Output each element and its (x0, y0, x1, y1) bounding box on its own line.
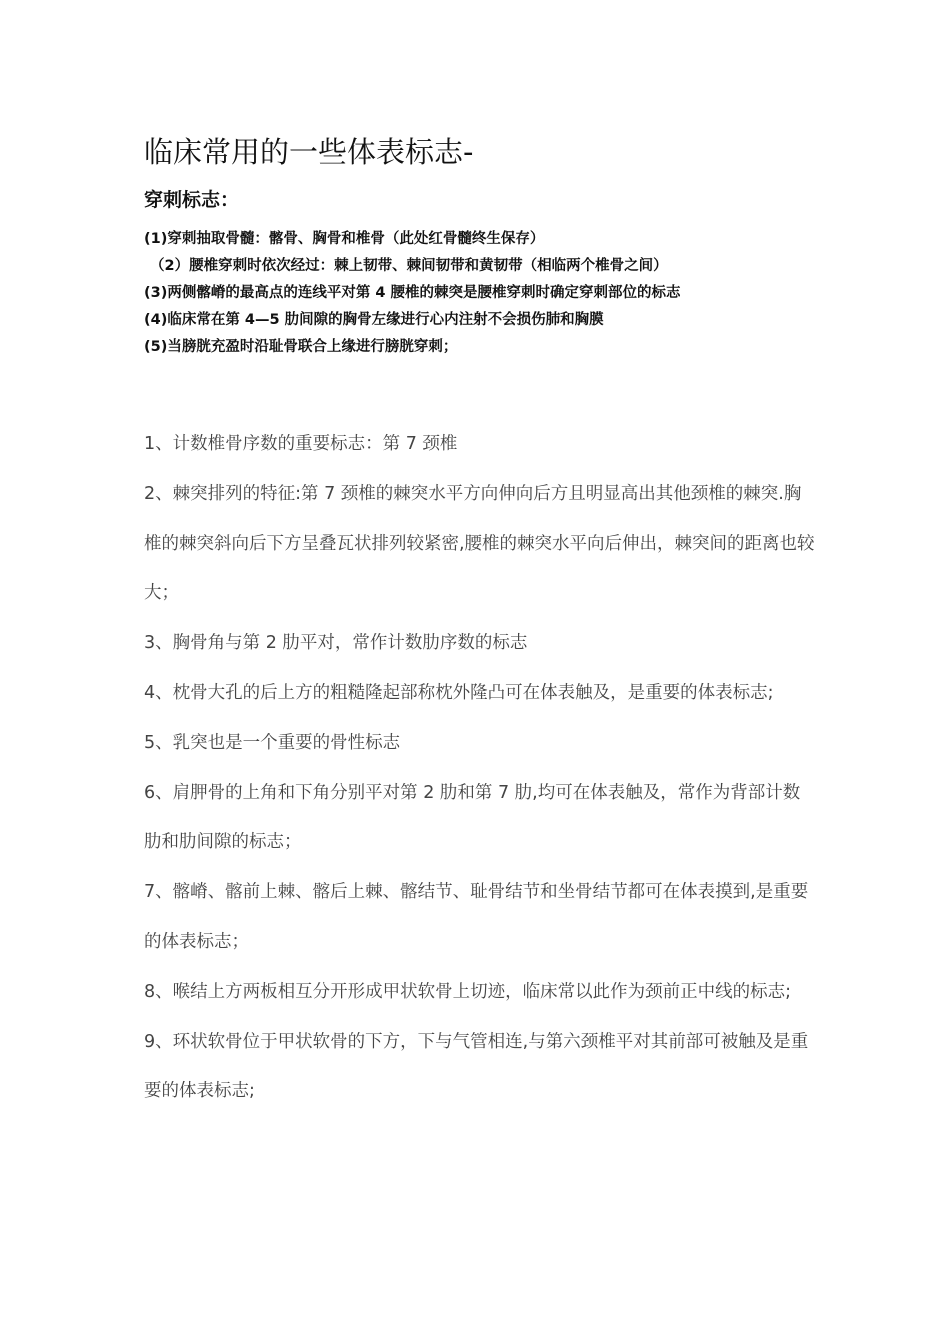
puncture-list (144, 226, 681, 361)
section-heading-puncture: 穿刺标志： (144, 189, 240, 211)
puncture-item: (1)穿刺抽取骨髓：髂骨、胸骨和椎骨（此处红骨髓终生保存） (144, 231, 545, 247)
puncture-item: (3)两侧髂嵴的最高点的连线平对第 4 腰椎的棘突是腰椎穿刺时确定穿刺部位的标志 (144, 285, 681, 301)
landmark-item: 4、枕骨大孔的后上方的粗糙隆起部称枕外隆凸可在体表触及，是重要的体表标志; (144, 682, 774, 703)
landmark-item: 6、肩胛骨的上角和下角分别平对第 2 肋和第 7 肋,均可在体表触及，常作为背部计数肋和肋间隙的标志； (144, 782, 801, 853)
document-title: 临床常用的一些体表标志- (144, 135, 474, 169)
landmark-item: 5、乳突也是一个重要的骨性标志 (144, 732, 401, 753)
landmark-item: 8、喉结上方两板相互分开形成甲状软骨上切迹，临床常以此作为颈前正中线的标志; (144, 981, 792, 1002)
puncture-item: (5)当膀胱充盈时沿耻骨联合上缘进行膀胱穿刺； (144, 339, 458, 355)
landmark-item: 9、环状软骨位于甲状软骨的下方，下与气管相连,与第六颈椎平对其前部可被触及是重要的体表标志; (144, 1031, 809, 1102)
landmark-list (144, 420, 816, 1117)
landmark-item: 2、棘突排列的特征:第 7 颈椎的棘突水平方向伸向后方且明显高出其他颈椎的棘突.胸椎的棘突斜向后下方呈叠瓦状排列较紧密,腰椎的棘突水平向后伸出，棘突间的距离也较大； (144, 483, 815, 604)
landmark-item: 7、髂嵴、髂前上棘、髂后上棘、髂结节、耻骨结节和坐骨结节都可在体表摸到,是重要的体表标志； (144, 882, 809, 952)
puncture-item: （2）腰椎穿刺时依次经过：棘上韧带、棘间韧带和黄韧带（相临两个椎骨之间） (150, 258, 668, 274)
document-page (144, 0, 816, 1344)
landmark-item: 3、胸骨角与第 2 肋平对，常作计数肋序数的标志 (144, 633, 528, 654)
landmark-item: 1、计数椎骨序数的重要标志：第 7 颈椎 (144, 434, 458, 454)
puncture-item: (4)临床常在第 4—5 肋间隙的胸骨左缘进行心内注射不会损伤肺和胸膜 (144, 312, 604, 328)
